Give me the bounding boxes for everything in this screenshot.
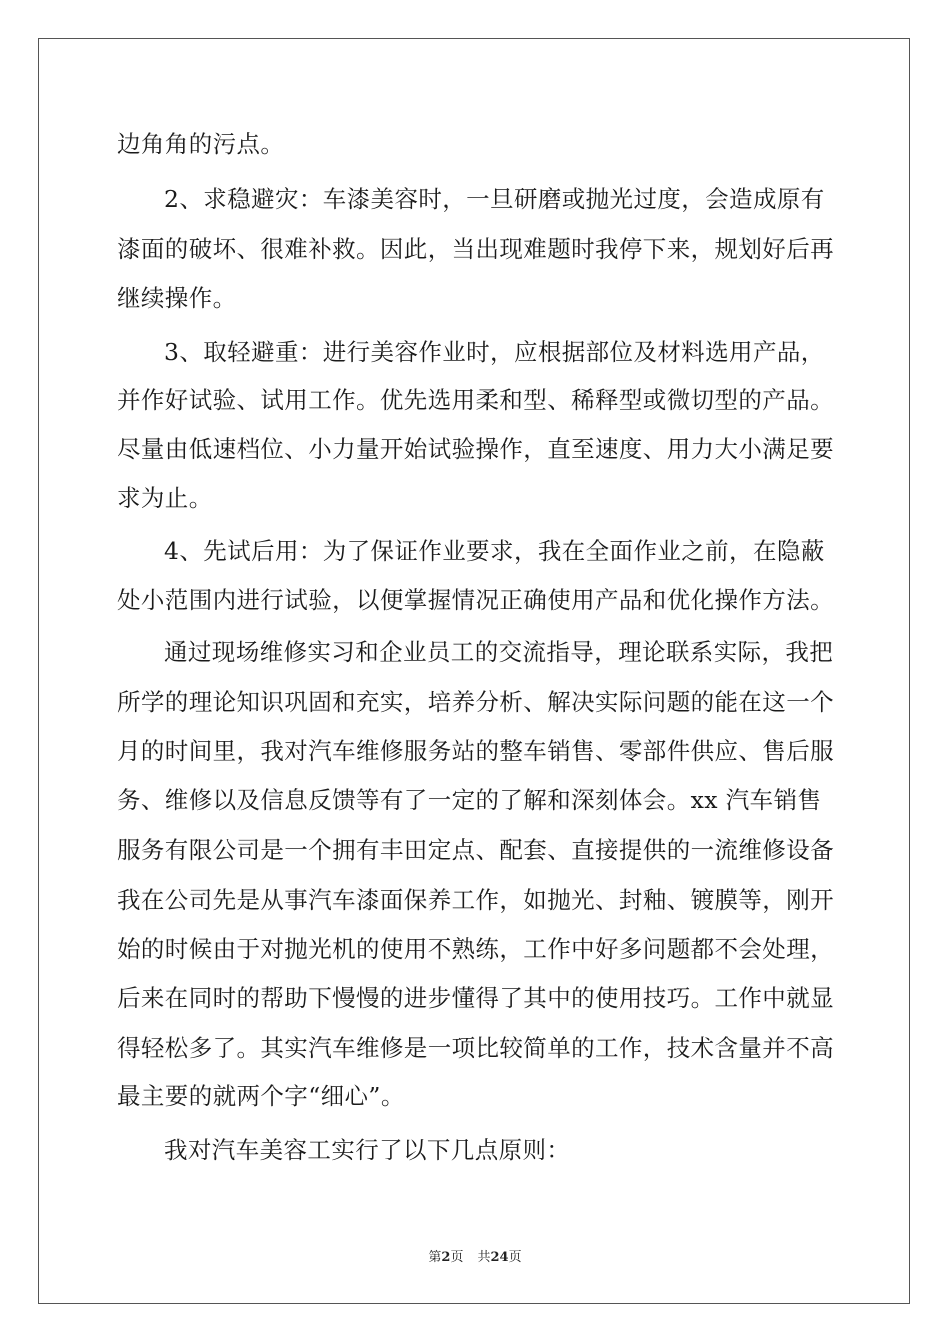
text-line: 月的时间里，我对汽车维修服务站的整车销售、零部件供应、售后服 <box>117 737 834 765</box>
total-suffix: 页 <box>508 1250 522 1265</box>
page-prefix: 第 <box>428 1250 442 1265</box>
text-line: 务、维修以及信息反馈等有了一定的了解和深刻体会。xx 汽车销售 <box>117 786 822 814</box>
page-footer <box>0 1246 950 1265</box>
paragraph-start-line: 我对汽车美容工实行了以下几点原则： <box>164 1136 571 1164</box>
text-line: 并作好试验、试用工作。优先选用柔和型、稀释型或微切型的产品。 <box>117 386 834 414</box>
text-line: 我在公司先是从事汽车漆面保养工作，如抛光、封釉、镀膜等，刚开 <box>117 886 834 914</box>
text-line: 始的时候由于对抛光机的使用不熟练，工作中好多问题都不会处理， <box>117 935 834 963</box>
page-suffix: 页 <box>450 1250 464 1265</box>
paragraph-start-line: 3、取轻避重：进行美容作业时，应根据部位及材料选用产品， <box>164 338 825 366</box>
text-line: 边角角的污点。 <box>117 130 285 158</box>
text-line: 得轻松多了。其实汽车维修是一项比较简单的工作，技术含量并不高 <box>117 1034 834 1062</box>
text-line: 漆面的破坏、很难补救。因此，当出现难题时我停下来，规划好后再 <box>117 235 834 263</box>
paragraph-start-line: 通过现场维修实习和企业员工的交流指导，理论联系实际，我把 <box>164 638 834 666</box>
total-prefix: 共 <box>477 1250 491 1265</box>
current-page-number: 2 <box>441 1250 451 1265</box>
text-line: 处小范围内进行试验，以便掌握情况正确使用产品和优化操作方法。 <box>117 586 834 614</box>
text-line: 后来在同时的帮助下慢慢的进步懂得了其中的使用技巧。工作中就显 <box>117 984 834 1012</box>
text-line: 所学的理论知识巩固和充实，培养分析、解决实际问题的能在这一个 <box>117 688 834 716</box>
paragraph-start-line: 2、求稳避灾：车漆美容时，一旦研磨或抛光过度，会造成原有 <box>164 185 825 213</box>
total-page-count: 24 <box>490 1250 509 1265</box>
text-line: 服务有限公司是一个拥有丰田定点、配套、直接提供的一流维修设备 <box>117 836 834 864</box>
paragraph-start-line: 4、先试后用：为了保证作业要求，我在全面作业之前，在隐蔽 <box>164 537 825 565</box>
text-line: 最主要的就两个字“细心”。 <box>117 1082 405 1110</box>
text-line: 求为止。 <box>117 484 213 512</box>
text-line: 尽量由低速档位、小力量开始试验操作，直至速度、用力大小满足要 <box>117 435 834 463</box>
page-border <box>38 38 910 1304</box>
text-line: 继续操作。 <box>117 284 237 312</box>
